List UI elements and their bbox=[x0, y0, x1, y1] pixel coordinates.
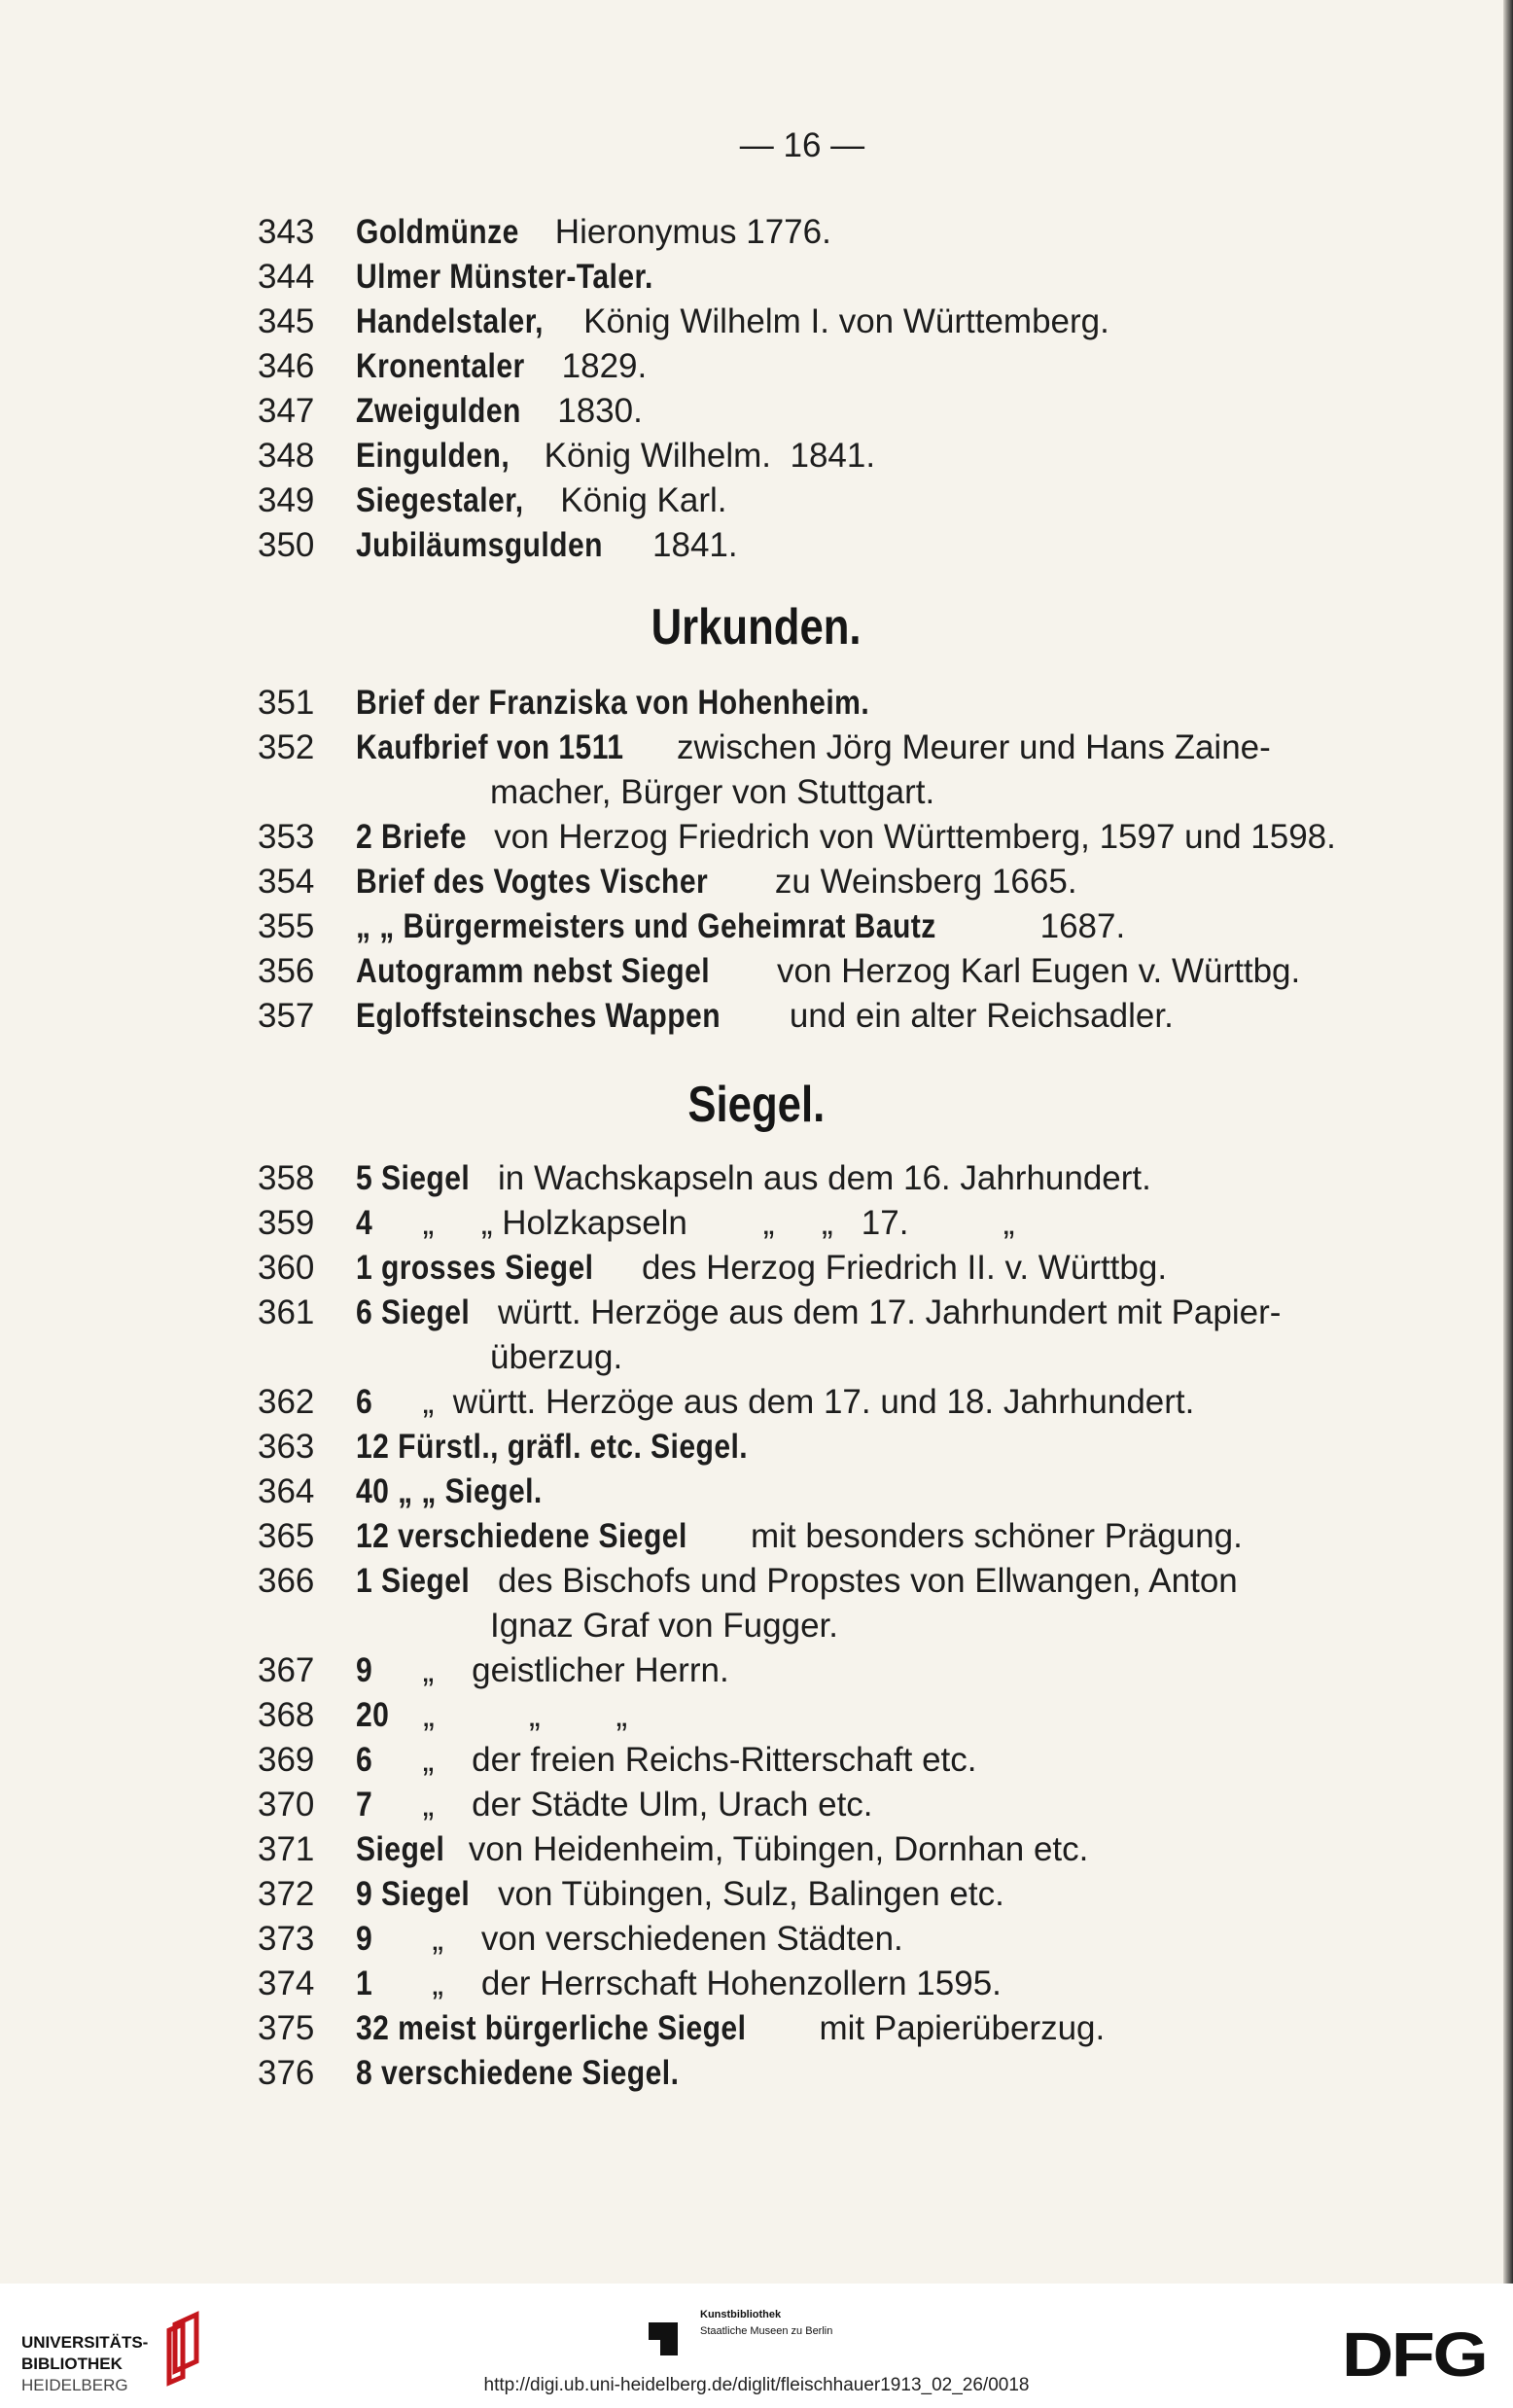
entry-number: 372 bbox=[258, 1875, 315, 1913]
entry-number: 353 bbox=[258, 818, 315, 856]
entry-number: 374 bbox=[258, 1965, 315, 2002]
entry-title: 9 bbox=[356, 1920, 373, 1958]
entry-description: 1841. bbox=[643, 526, 738, 564]
entry-description: „ geistlicher Herrn. bbox=[374, 1651, 729, 1689]
entry-number: 370 bbox=[258, 1786, 315, 1824]
entry-title: 12 Fürstl., gräfl. etc. Siegel. bbox=[356, 1428, 749, 1466]
entry-number: 360 bbox=[258, 1249, 315, 1287]
entry-text bbox=[356, 1156, 1151, 1201]
entry-description: mit besonders schöner Prägung. bbox=[741, 1517, 1243, 1555]
entry-text bbox=[356, 389, 643, 434]
entry-title: 6 Siegel bbox=[356, 1293, 471, 1331]
entry-title: Brief der Franziska von Hohenheim. bbox=[356, 684, 870, 722]
entry-number: 361 bbox=[258, 1293, 315, 1331]
entry-title: Siegel bbox=[356, 1830, 445, 1868]
entry-text bbox=[356, 344, 647, 389]
entry-title: 6 bbox=[356, 1741, 373, 1779]
entry-title: Goldmünze bbox=[356, 213, 519, 251]
entry-number: 359 bbox=[258, 1204, 315, 1242]
entry-number: 345 bbox=[258, 302, 315, 340]
entry-text bbox=[356, 210, 831, 255]
entry-description: mit Papierüberzug. bbox=[809, 2009, 1106, 2047]
entry-text bbox=[490, 770, 934, 815]
entry-number: 371 bbox=[258, 1830, 315, 1868]
entry-text bbox=[356, 255, 702, 300]
entry-number: 373 bbox=[258, 1920, 315, 1958]
entry-title: Siegestaler, bbox=[356, 481, 524, 519]
entry-text bbox=[356, 681, 953, 726]
entry-number: 363 bbox=[258, 1428, 315, 1466]
entry-title: 8 verschiedene Siegel. bbox=[356, 2054, 680, 2092]
entry-number: 343 bbox=[258, 213, 315, 251]
entry-text bbox=[356, 2006, 1105, 2051]
entry-title: 7 bbox=[356, 1786, 373, 1824]
entry-description: König Karl. bbox=[550, 481, 727, 519]
entry-text bbox=[356, 949, 1300, 994]
entry-number: 344 bbox=[258, 258, 315, 296]
entry-description: zwischen Jörg Meurer und Hans Zaine- bbox=[667, 728, 1271, 766]
entry-description: und ein alter Reichsadler. bbox=[780, 997, 1174, 1035]
source-url[interactable]: http://digi.ub.uni-heidelberg.de/diglit/fleischhauer1913_02_26/0018 bbox=[483, 2375, 1030, 2395]
kunstbibliothek-name: Kunstbibliothek Staatliche Museen zu Berlin bbox=[700, 2309, 833, 2337]
entry-title: Zweigulden bbox=[356, 392, 521, 430]
entry-number: 355 bbox=[258, 907, 315, 945]
entry-title: 20 bbox=[356, 1696, 390, 1734]
entry-description: „ der freien Reichs-Ritterschaft etc. bbox=[374, 1741, 977, 1779]
entry-text bbox=[356, 1380, 1194, 1425]
entry-description: „ württ. Herzöge aus dem 17. und 18. Jahrhundert. bbox=[374, 1383, 1195, 1421]
entry-title: 40 „ „ Siegel. bbox=[356, 1472, 543, 1510]
entry-description: Ignaz Graf von Fugger. bbox=[490, 1607, 838, 1645]
entry-title: 6 bbox=[356, 1383, 373, 1421]
entry-description: „ der Städte Ulm, Urach etc. bbox=[374, 1786, 873, 1824]
entry-number: 349 bbox=[258, 481, 315, 519]
entry-text bbox=[356, 1291, 1281, 1335]
entry-number: 350 bbox=[258, 526, 315, 564]
dfg-logo: DFG bbox=[1342, 2319, 1487, 2390]
section-heading-urkunden: Urkunden. bbox=[651, 599, 862, 655]
entry-title: 1 Siegel bbox=[356, 1562, 471, 1600]
entry-text bbox=[356, 1201, 1014, 1246]
entry-text bbox=[356, 1783, 873, 1827]
entry-title: Kronentaler bbox=[356, 347, 525, 385]
entry-description: württ. Herzöge aus dem 17. Jahrhundert mit Papier- bbox=[488, 1293, 1282, 1331]
entry-title: 2 Briefe bbox=[356, 818, 467, 856]
entry-text bbox=[356, 1917, 903, 1962]
entry-text bbox=[490, 1604, 838, 1648]
entry-title: Jubiläumsgulden bbox=[356, 526, 603, 564]
entry-number: 365 bbox=[258, 1517, 315, 1555]
entry-number: 354 bbox=[258, 863, 315, 901]
entry-title: 12 verschiedene Siegel bbox=[356, 1517, 687, 1555]
entry-description: „ „ Holzkapseln „ „ 17. „ bbox=[374, 1204, 1015, 1242]
entry-number: 375 bbox=[258, 2009, 315, 2047]
entry-description: König Wilhelm I. von Württemberg. bbox=[574, 302, 1109, 340]
entry-text bbox=[356, 1648, 729, 1693]
entry-number: 352 bbox=[258, 728, 315, 766]
entry-title: 9 bbox=[356, 1651, 373, 1689]
entry-number: 347 bbox=[258, 392, 315, 430]
entry-description: von Herzog Friedrich von Württemberg, 1597 und 1598. bbox=[484, 818, 1336, 856]
entry-title: Egloffsteinsches Wappen bbox=[356, 997, 721, 1035]
entry-title: 9 Siegel bbox=[356, 1875, 471, 1913]
entry-text bbox=[356, 1246, 1167, 1291]
entry-title: 1 grosses Siegel bbox=[356, 1249, 594, 1287]
entry-description: von Herzog Karl Eugen v. Württbg. bbox=[767, 952, 1301, 990]
entry-text bbox=[356, 860, 1077, 904]
entry-text bbox=[356, 1962, 1002, 2006]
entry-number: 348 bbox=[258, 437, 315, 475]
university-library-name: UNIVERSITÄTS- BIBLIOTHEK HEIDELBERG bbox=[21, 2333, 149, 2394]
entry-description: zu Weinsberg 1665. bbox=[765, 863, 1077, 901]
entry-text bbox=[356, 726, 1271, 770]
section-heading-siegel: Siegel. bbox=[687, 1077, 826, 1133]
kunstbibliothek-logo bbox=[649, 2315, 678, 2355]
entry-text bbox=[356, 523, 738, 568]
entry-description: Hieronymus 1776. bbox=[545, 213, 831, 251]
entry-text bbox=[356, 815, 1336, 860]
entry-text bbox=[356, 1425, 812, 1470]
entry-number: 356 bbox=[258, 952, 315, 990]
entry-number: 367 bbox=[258, 1651, 315, 1689]
entry-number: 366 bbox=[258, 1562, 315, 1600]
entry-text bbox=[356, 300, 1109, 344]
entry-title: 1 bbox=[356, 1965, 373, 2002]
entry-description: von Heidenheim, Tübingen, Dornhan etc. bbox=[459, 1830, 1089, 1868]
entry-number: 376 bbox=[258, 2054, 315, 2092]
entry-description: 1830. bbox=[547, 392, 643, 430]
entry-title: Eingulden, bbox=[356, 437, 510, 475]
page-edge-shadow bbox=[1503, 0, 1513, 2285]
entry-text bbox=[356, 434, 875, 478]
entry-description: „ „ „ bbox=[394, 1696, 628, 1734]
entry-number: 362 bbox=[258, 1383, 315, 1421]
entry-description: König Wilhelm. 1841. bbox=[534, 437, 876, 475]
entry-description: in Wachskapseln aus dem 16. Jahrhundert. bbox=[488, 1159, 1151, 1197]
entry-title: Kaufbrief von 1511 bbox=[356, 728, 624, 766]
entry-description: „ der Herrschaft Hohenzollern 1595. bbox=[374, 1965, 1002, 2002]
entry-text bbox=[356, 1559, 1238, 1604]
entry-title: Ulmer Münster-Taler. bbox=[356, 258, 653, 296]
entry-text bbox=[356, 1470, 573, 1514]
entry-title: „ „ Bürgermeisters und Geheimrat Bautz bbox=[356, 907, 936, 945]
entry-title: Handelstaler, bbox=[356, 302, 544, 340]
entry-text bbox=[356, 1872, 1004, 1917]
entry-description: 1687. bbox=[1030, 907, 1126, 945]
entry-number: 358 bbox=[258, 1159, 315, 1197]
entry-number: 368 bbox=[258, 1696, 315, 1734]
entry-description: überzug. bbox=[490, 1338, 623, 1376]
entry-text bbox=[490, 1335, 622, 1380]
entry-description: des Herzog Friedrich II. v. Württbg. bbox=[632, 1249, 1168, 1287]
entry-description: des Bischofs und Propstes von Ellwangen, Anton bbox=[488, 1562, 1238, 1600]
entry-title: Brief des Vogtes Vischer bbox=[356, 863, 709, 901]
entry-number: 369 bbox=[258, 1741, 315, 1779]
entry-number: 346 bbox=[258, 347, 315, 385]
entry-title: Autogramm nebst Siegel bbox=[356, 952, 711, 990]
entry-text bbox=[356, 1514, 1243, 1559]
entry-text bbox=[356, 2051, 731, 2096]
entry-description: macher, Bürger von Stuttgart. bbox=[490, 773, 935, 811]
entry-number: 364 bbox=[258, 1472, 315, 1510]
entry-text bbox=[356, 904, 1125, 949]
entry-number: 357 bbox=[258, 997, 315, 1035]
entry-text bbox=[356, 1827, 1088, 1872]
entry-title: 5 Siegel bbox=[356, 1159, 471, 1197]
entry-description: „ von verschiedenen Städten. bbox=[374, 1920, 903, 1958]
entry-text bbox=[356, 478, 727, 523]
entry-description: von Tübingen, Sulz, Balingen etc. bbox=[488, 1875, 1004, 1913]
entry-text bbox=[356, 1693, 627, 1738]
entry-description: 1829. bbox=[551, 347, 648, 385]
entry-text bbox=[356, 1738, 977, 1783]
page-number: — 16 — bbox=[739, 126, 865, 164]
entry-text bbox=[356, 994, 1174, 1039]
entry-title: 4 bbox=[356, 1204, 373, 1242]
entry-number: 351 bbox=[258, 684, 315, 722]
entry-title: 32 meist bürgerliche Siegel bbox=[356, 2009, 747, 2047]
